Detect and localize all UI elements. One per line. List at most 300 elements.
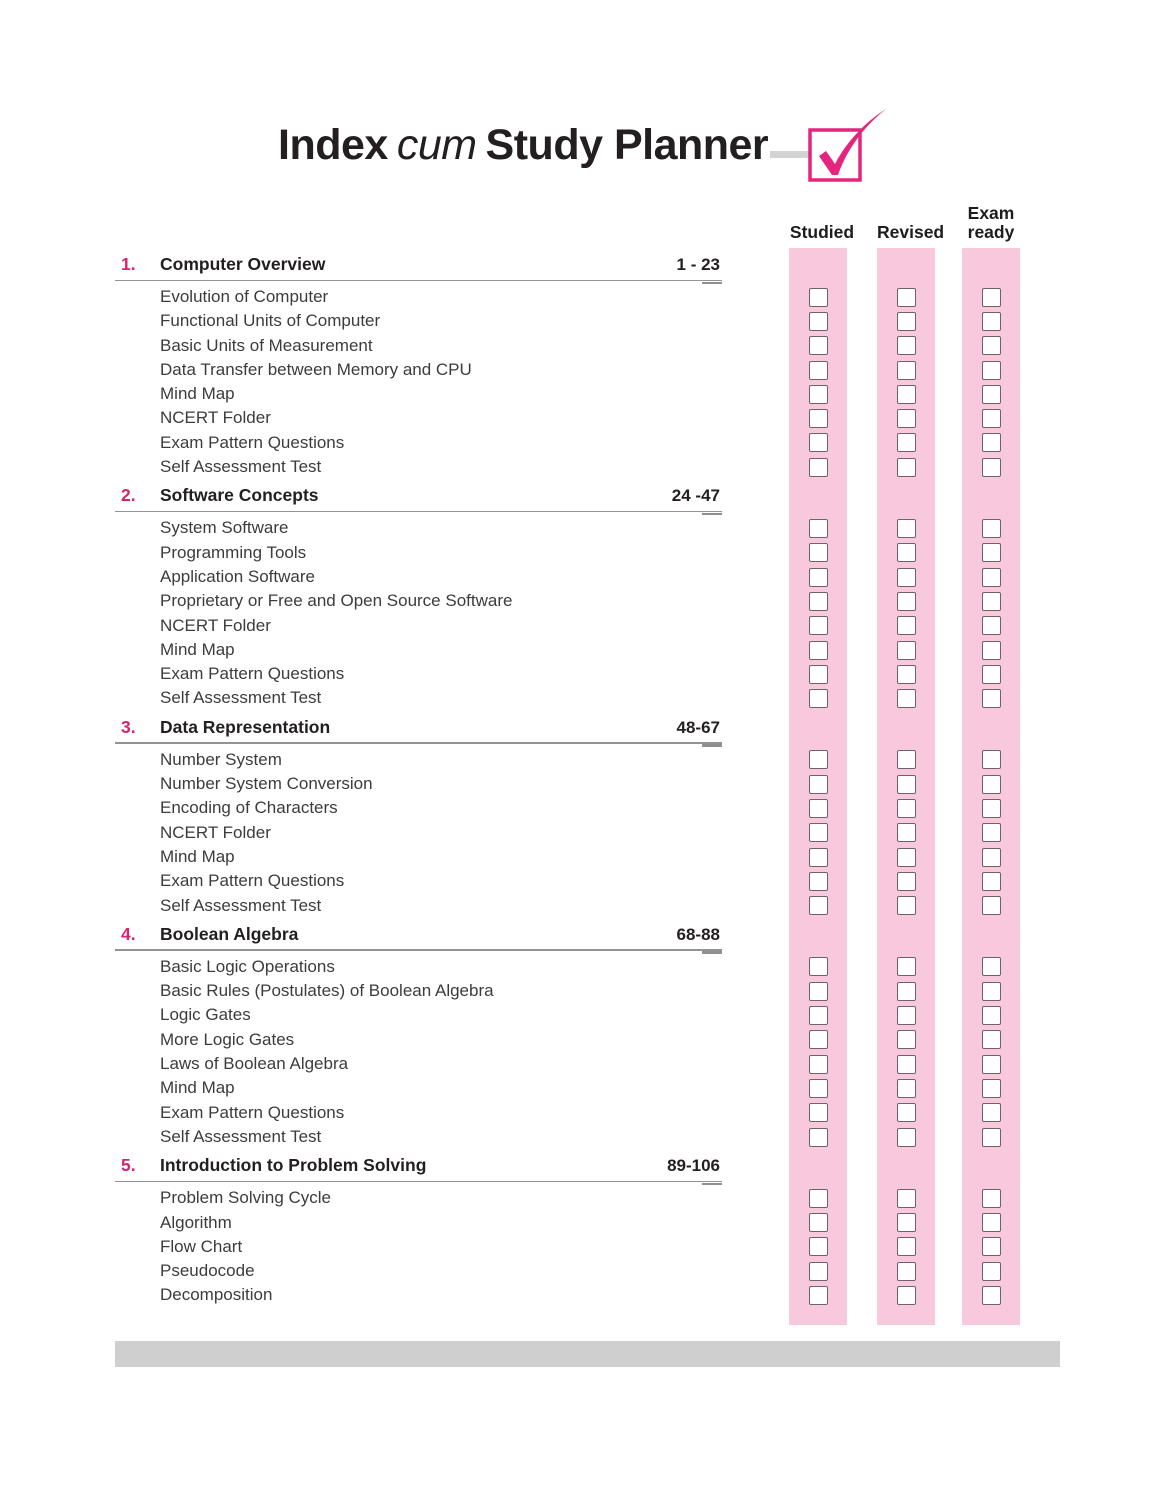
toc-item-label: Algorithm bbox=[160, 1212, 232, 1232]
exam-ready-strip-segment bbox=[962, 541, 1020, 565]
exam-ready-checkbox[interactable] bbox=[982, 665, 1001, 684]
studied-checkbox[interactable] bbox=[809, 519, 828, 538]
section-divider bbox=[115, 949, 722, 951]
studied-strip-segment bbox=[789, 382, 847, 406]
exam-ready-strip-segment bbox=[962, 918, 1020, 955]
revised-checkbox[interactable] bbox=[897, 312, 916, 331]
column-header-studied: Studied bbox=[789, 222, 855, 242]
studied-strip-segment bbox=[789, 516, 847, 540]
exam-ready-checkbox[interactable] bbox=[982, 848, 1001, 867]
revised-strip-segment bbox=[877, 711, 935, 748]
toc-item-label: More Logic Gates bbox=[160, 1029, 295, 1049]
exam-ready-strip-segment bbox=[962, 589, 1020, 613]
revised-checkbox[interactable] bbox=[897, 641, 916, 660]
exam-ready-strip-segment bbox=[962, 1186, 1020, 1210]
studied-checkbox[interactable] bbox=[809, 872, 828, 891]
toc-item-row bbox=[0, 1186, 1174, 1210]
revised-strip-segment bbox=[877, 589, 935, 613]
studied-checkbox[interactable] bbox=[809, 409, 828, 428]
toc-item-row bbox=[0, 1052, 1174, 1076]
revised-strip-segment bbox=[877, 686, 935, 710]
exam-ready-strip-segment bbox=[962, 796, 1020, 820]
exam-ready-strip-segment bbox=[962, 1308, 1020, 1325]
exam-ready-strip-segment bbox=[962, 686, 1020, 710]
section-number: 3. bbox=[121, 716, 136, 737]
revised-checkbox[interactable] bbox=[897, 689, 916, 708]
revised-checkbox[interactable] bbox=[897, 1079, 916, 1098]
studied-strip-segment bbox=[789, 589, 847, 613]
studied-checkbox[interactable] bbox=[809, 1030, 828, 1049]
exam-ready-strip-segment bbox=[962, 285, 1020, 309]
title-part-study-planner: Study Planner bbox=[485, 121, 769, 169]
checkmark-icon bbox=[806, 106, 890, 192]
toc-item-row bbox=[0, 1003, 1174, 1027]
revised-strip-segment bbox=[877, 1149, 935, 1186]
revised-strip-segment bbox=[877, 1259, 935, 1283]
exam-ready-checkbox[interactable] bbox=[982, 641, 1001, 660]
exam-ready-checkbox[interactable] bbox=[982, 1079, 1001, 1098]
toc-section bbox=[0, 1149, 1174, 1307]
revised-strip-segment bbox=[877, 662, 935, 686]
toc-item-label: Self Assessment Test bbox=[160, 1126, 322, 1146]
exam-ready-checkbox[interactable] bbox=[982, 823, 1001, 842]
revised-strip-segment bbox=[877, 455, 935, 479]
revised-strip-segment bbox=[877, 614, 935, 638]
toc-item-row bbox=[0, 516, 1174, 540]
section-divider bbox=[115, 1181, 722, 1183]
exam-ready-checkbox[interactable] bbox=[982, 458, 1001, 477]
toc-item-label: Programming Tools bbox=[160, 542, 307, 562]
toc-item-label: Basic Rules (Postulates) of Boolean Algebra bbox=[160, 981, 494, 1001]
exam-ready-strip-segment bbox=[962, 1125, 1020, 1149]
toc-item-label: Evolution of Computer bbox=[160, 287, 329, 306]
sections-host bbox=[0, 248, 1174, 1308]
section-page-range: 68-88 bbox=[676, 924, 720, 944]
revised-strip-segment bbox=[877, 479, 935, 516]
studied-strip-segment bbox=[789, 309, 847, 333]
toc-item-row bbox=[0, 358, 1174, 382]
toc-item-label: Basic Units of Measurement bbox=[160, 335, 373, 355]
revised-checkbox[interactable] bbox=[897, 823, 916, 842]
studied-checkbox[interactable] bbox=[809, 385, 828, 404]
studied-checkbox[interactable] bbox=[809, 1103, 828, 1122]
exam-ready-checkbox[interactable] bbox=[982, 409, 1001, 428]
section-page-range: 1 - 23 bbox=[676, 255, 720, 274]
revised-checkbox[interactable] bbox=[897, 750, 916, 769]
revised-checkbox[interactable] bbox=[897, 458, 916, 477]
section-header-row bbox=[0, 248, 1174, 285]
studied-checkbox[interactable] bbox=[809, 665, 828, 684]
toc-item-row bbox=[0, 334, 1174, 358]
studied-checkbox[interactable] bbox=[809, 1055, 828, 1074]
exam-ready-strip-segment bbox=[962, 1149, 1020, 1186]
revised-checkbox[interactable] bbox=[897, 1262, 916, 1281]
studied-checkbox[interactable] bbox=[809, 823, 828, 842]
revised-checkbox[interactable] bbox=[897, 1128, 916, 1147]
studied-checkbox[interactable] bbox=[809, 1128, 828, 1147]
revised-checkbox[interactable] bbox=[897, 1189, 916, 1208]
studied-checkbox[interactable] bbox=[809, 543, 828, 562]
exam-ready-checkbox[interactable] bbox=[982, 896, 1001, 915]
section-divider-dash bbox=[702, 513, 722, 516]
section-title: Computer Overview bbox=[160, 254, 326, 274]
studied-checkbox[interactable] bbox=[809, 433, 828, 452]
studied-checkbox[interactable] bbox=[809, 336, 828, 355]
revised-strip-segment bbox=[877, 796, 935, 820]
revised-checkbox[interactable] bbox=[897, 957, 916, 976]
section-page-range: 24 -47 bbox=[671, 486, 720, 506]
studied-strip-segment bbox=[789, 406, 847, 430]
exam-ready-checkbox[interactable] bbox=[982, 568, 1001, 587]
revised-strip-segment bbox=[877, 1235, 935, 1259]
revised-strip-segment bbox=[877, 918, 935, 955]
revised-checkbox[interactable] bbox=[897, 848, 916, 867]
revised-checkbox[interactable] bbox=[897, 1286, 916, 1305]
studied-strip-segment bbox=[789, 541, 847, 565]
toc-section bbox=[0, 918, 1174, 1149]
revised-checkbox[interactable] bbox=[897, 336, 916, 355]
revised-strip-segment bbox=[877, 979, 935, 1003]
exam-ready-checkbox[interactable] bbox=[982, 543, 1001, 562]
studied-checkbox[interactable] bbox=[809, 288, 828, 307]
exam-ready-checkbox[interactable] bbox=[982, 1237, 1001, 1256]
section-header-row bbox=[0, 918, 1174, 955]
toc-item-row bbox=[0, 894, 1174, 918]
studied-strip-segment bbox=[789, 1003, 847, 1027]
studied-checkbox[interactable] bbox=[809, 1262, 828, 1281]
toc-item-label: Mind Map bbox=[160, 639, 235, 659]
studied-checkbox[interactable] bbox=[809, 957, 828, 976]
studied-checkbox[interactable] bbox=[809, 1286, 828, 1305]
toc-item-row bbox=[0, 1101, 1174, 1125]
exam-ready-strip-segment bbox=[962, 1283, 1020, 1307]
revised-strip-segment bbox=[877, 845, 935, 869]
studied-checkbox[interactable] bbox=[809, 1006, 828, 1025]
studied-strip-segment bbox=[789, 334, 847, 358]
exam-ready-strip-segment bbox=[962, 955, 1020, 979]
toc-item-row bbox=[0, 845, 1174, 869]
section-number: 5. bbox=[121, 1155, 136, 1176]
exam-ready-checkbox[interactable] bbox=[982, 592, 1001, 611]
toc-item-label: Mind Map bbox=[160, 384, 235, 404]
revised-strip-segment bbox=[877, 1101, 935, 1125]
revised-strip-segment bbox=[877, 869, 935, 893]
studied-strip-segment bbox=[789, 748, 847, 772]
studied-strip-segment bbox=[789, 979, 847, 1003]
section-divider bbox=[115, 742, 722, 744]
revised-checkbox[interactable] bbox=[897, 665, 916, 684]
column-header-revised: Revised bbox=[877, 222, 945, 242]
studied-strip-segment bbox=[789, 955, 847, 979]
revised-strip-segment bbox=[877, 334, 935, 358]
studied-checkbox[interactable] bbox=[809, 775, 828, 794]
exam-ready-checkbox[interactable] bbox=[982, 288, 1001, 307]
studied-checkbox[interactable] bbox=[809, 982, 828, 1001]
toc-item-row bbox=[0, 1259, 1174, 1283]
studied-checkbox[interactable] bbox=[809, 641, 828, 660]
exam-ready-strip-segment bbox=[962, 1101, 1020, 1125]
section-page-range: 48-67 bbox=[676, 717, 720, 737]
revised-checkbox[interactable] bbox=[897, 896, 916, 915]
toc-item-row bbox=[0, 1211, 1174, 1235]
toc-item-label: Problem Solving Cycle bbox=[160, 1188, 332, 1208]
studied-strip-segment bbox=[789, 1101, 847, 1125]
exam-ready-checkbox[interactable] bbox=[982, 982, 1001, 1001]
revised-checkbox[interactable] bbox=[897, 775, 916, 794]
section-title: Introduction to Problem Solving bbox=[160, 1155, 427, 1176]
revised-strip-segment bbox=[877, 1076, 935, 1100]
studied-checkbox[interactable] bbox=[809, 458, 828, 477]
exam-ready-checkbox[interactable] bbox=[982, 616, 1001, 635]
studied-strip-segment bbox=[789, 358, 847, 382]
exam-ready-checkbox[interactable] bbox=[982, 1006, 1001, 1025]
revised-checkbox[interactable] bbox=[897, 1237, 916, 1256]
exam-ready-checkbox[interactable] bbox=[982, 872, 1001, 891]
exam-ready-checkbox[interactable] bbox=[982, 1030, 1001, 1049]
exam-ready-checkbox[interactable] bbox=[982, 775, 1001, 794]
toc-item-row bbox=[0, 1028, 1174, 1052]
toc-item-row bbox=[0, 565, 1174, 589]
exam-ready-strip-segment bbox=[962, 1052, 1020, 1076]
studied-strip-segment bbox=[789, 869, 847, 893]
studied-checkbox[interactable] bbox=[809, 312, 828, 331]
toc-item-label: Self Assessment Test bbox=[160, 457, 322, 477]
revised-strip-segment bbox=[877, 821, 935, 845]
toc-item-row bbox=[0, 1076, 1174, 1100]
revised-checkbox[interactable] bbox=[897, 872, 916, 891]
revised-checkbox[interactable] bbox=[897, 1103, 916, 1122]
section-title: Boolean Algebra bbox=[160, 923, 299, 944]
revised-strip-segment bbox=[877, 516, 935, 540]
exam-ready-strip-segment bbox=[962, 431, 1020, 455]
revised-checkbox[interactable] bbox=[897, 1030, 916, 1049]
page-title bbox=[278, 122, 768, 169]
toc-item-row bbox=[0, 869, 1174, 893]
title-part-cum: cum bbox=[396, 121, 477, 169]
revised-strip-segment bbox=[877, 382, 935, 406]
revised-strip-segment bbox=[877, 406, 935, 430]
studied-strip-segment bbox=[789, 431, 847, 455]
studied-strip-segment bbox=[789, 455, 847, 479]
column-header-exam-ready: Exam ready bbox=[967, 203, 1015, 242]
exam-ready-checkbox[interactable] bbox=[982, 1213, 1001, 1232]
section-divider bbox=[115, 511, 722, 513]
exam-ready-strip-segment bbox=[962, 638, 1020, 662]
toc-item-row bbox=[0, 955, 1174, 979]
studied-strip-segment bbox=[789, 285, 847, 309]
exam-ready-checkbox[interactable] bbox=[982, 1189, 1001, 1208]
section-divider-dash bbox=[702, 744, 722, 747]
toc-item-label: Functional Units of Computer bbox=[160, 311, 381, 331]
toc-item-row bbox=[0, 1125, 1174, 1149]
section-header-row bbox=[0, 711, 1174, 748]
exam-ready-checkbox[interactable] bbox=[982, 1103, 1001, 1122]
toc-item-label: Decomposition bbox=[160, 1285, 273, 1305]
studied-strip-segment bbox=[789, 1052, 847, 1076]
exam-ready-strip-segment bbox=[962, 382, 1020, 406]
revised-checkbox[interactable] bbox=[897, 543, 916, 562]
revised-checkbox[interactable] bbox=[897, 433, 916, 452]
exam-ready-strip-segment bbox=[962, 479, 1020, 516]
planner bbox=[0, 248, 1174, 1325]
studied-checkbox[interactable] bbox=[809, 1189, 828, 1208]
studied-checkbox[interactable] bbox=[809, 750, 828, 769]
exam-ready-strip-segment bbox=[962, 1235, 1020, 1259]
studied-checkbox[interactable] bbox=[809, 1237, 828, 1256]
revised-checkbox[interactable] bbox=[897, 385, 916, 404]
revised-strip-segment bbox=[877, 638, 935, 662]
toc-item-row bbox=[0, 614, 1174, 638]
toc-item-row bbox=[0, 979, 1174, 1003]
studied-checkbox[interactable] bbox=[809, 361, 828, 380]
exam-ready-checkbox[interactable] bbox=[982, 336, 1001, 355]
toc-item-label: Logic Gates bbox=[160, 1005, 251, 1025]
exam-ready-checkbox[interactable] bbox=[982, 750, 1001, 769]
toc-item-row bbox=[0, 541, 1174, 565]
exam-ready-checkbox[interactable] bbox=[982, 312, 1001, 331]
exam-ready-checkbox[interactable] bbox=[982, 1128, 1001, 1147]
masthead bbox=[0, 0, 1174, 248]
exam-ready-checkbox[interactable] bbox=[982, 1262, 1001, 1281]
revised-checkbox[interactable] bbox=[897, 592, 916, 611]
toc-item-label: Self Assessment Test bbox=[160, 688, 322, 708]
exam-ready-checkbox[interactable] bbox=[982, 1286, 1001, 1305]
revised-checkbox[interactable] bbox=[897, 409, 916, 428]
toc-item-label: Mind Map bbox=[160, 1078, 235, 1098]
section-title: Data Representation bbox=[160, 716, 331, 737]
studied-strip-segment bbox=[789, 711, 847, 748]
toc-item-label: Data Transfer between Memory and CPU bbox=[160, 359, 472, 379]
exam-ready-strip-segment bbox=[962, 894, 1020, 918]
revised-strip-segment bbox=[877, 1003, 935, 1027]
studied-checkbox[interactable] bbox=[809, 568, 828, 587]
studied-strip-segment bbox=[789, 1235, 847, 1259]
studied-checkbox[interactable] bbox=[809, 592, 828, 611]
toc-item-label: Encoding of Characters bbox=[160, 798, 338, 818]
studied-strip-segment bbox=[789, 1211, 847, 1235]
exam-ready-strip-segment bbox=[962, 334, 1020, 358]
toc-item-label: Exam Pattern Questions bbox=[160, 871, 345, 891]
exam-ready-strip-segment bbox=[962, 772, 1020, 796]
revised-strip-segment bbox=[877, 358, 935, 382]
exam-ready-checkbox[interactable] bbox=[982, 957, 1001, 976]
exam-ready-checkbox[interactable] bbox=[982, 361, 1001, 380]
exam-ready-strip-segment bbox=[962, 1028, 1020, 1052]
section-divider-dash bbox=[702, 951, 722, 954]
studied-strip-segment bbox=[789, 772, 847, 796]
section-number: 4. bbox=[121, 923, 136, 944]
toc-item-row bbox=[0, 285, 1174, 309]
toc-item-row bbox=[0, 662, 1174, 686]
toc-item-row bbox=[0, 796, 1174, 820]
studied-strip-segment bbox=[789, 248, 847, 285]
exam-ready-strip-segment bbox=[962, 1211, 1020, 1235]
revised-strip-segment bbox=[877, 1125, 935, 1149]
exam-ready-strip-segment bbox=[962, 1003, 1020, 1027]
exam-ready-strip-segment bbox=[962, 869, 1020, 893]
exam-ready-strip-segment bbox=[962, 1076, 1020, 1100]
exam-ready-strip-segment bbox=[962, 358, 1020, 382]
toc-item-row bbox=[0, 309, 1174, 333]
studied-strip-segment bbox=[789, 565, 847, 589]
studied-strip-segment bbox=[789, 1028, 847, 1052]
toc-item-label: Flow Chart bbox=[160, 1236, 243, 1256]
toc-section bbox=[0, 711, 1174, 918]
exam-ready-strip-segment bbox=[962, 1259, 1020, 1283]
exam-ready-checkbox[interactable] bbox=[982, 385, 1001, 404]
revised-checkbox[interactable] bbox=[897, 1006, 916, 1025]
studied-checkbox[interactable] bbox=[809, 848, 828, 867]
section-title: Software Concepts bbox=[160, 485, 319, 506]
toc-item-row bbox=[0, 455, 1174, 479]
toc-item-label: NCERT Folder bbox=[160, 615, 271, 635]
revised-checkbox[interactable] bbox=[897, 1055, 916, 1074]
exam-ready-checkbox[interactable] bbox=[982, 689, 1001, 708]
revised-checkbox[interactable] bbox=[897, 799, 916, 818]
revised-strip-segment bbox=[877, 772, 935, 796]
toc-item-label: Exam Pattern Questions bbox=[160, 664, 345, 684]
revised-checkbox[interactable] bbox=[897, 288, 916, 307]
toc-item-row bbox=[0, 1235, 1174, 1259]
exam-ready-strip-segment bbox=[962, 309, 1020, 333]
toc-item-label: Exam Pattern Questions bbox=[160, 1102, 345, 1122]
studied-strip-segment bbox=[789, 796, 847, 820]
toc-item-row bbox=[0, 406, 1174, 430]
revised-checkbox[interactable] bbox=[897, 519, 916, 538]
studied-checkbox[interactable] bbox=[809, 689, 828, 708]
exam-ready-checkbox[interactable] bbox=[982, 1055, 1001, 1074]
toc-item-label: Exam Pattern Questions bbox=[160, 432, 345, 452]
studied-checkbox[interactable] bbox=[809, 1079, 828, 1098]
exam-ready-checkbox[interactable] bbox=[982, 433, 1001, 452]
revised-strip-segment bbox=[877, 894, 935, 918]
revised-checkbox[interactable] bbox=[897, 1213, 916, 1232]
revised-checkbox[interactable] bbox=[897, 982, 916, 1001]
studied-strip-segment bbox=[789, 845, 847, 869]
studied-checkbox[interactable] bbox=[809, 616, 828, 635]
revised-strip-segment bbox=[877, 1028, 935, 1052]
toc-item-label: Number System Conversion bbox=[160, 774, 373, 794]
studied-checkbox[interactable] bbox=[809, 799, 828, 818]
revised-strip-segment bbox=[877, 431, 935, 455]
toc-item-row bbox=[0, 1283, 1174, 1307]
revised-checkbox[interactable] bbox=[897, 568, 916, 587]
studied-strip-segment bbox=[789, 686, 847, 710]
exam-ready-checkbox[interactable] bbox=[982, 799, 1001, 818]
revised-strip-segment bbox=[877, 309, 935, 333]
studied-checkbox[interactable] bbox=[809, 896, 828, 915]
section-header-row bbox=[0, 1149, 1174, 1186]
section-number: 2. bbox=[121, 485, 136, 506]
exam-ready-strip-segment bbox=[962, 845, 1020, 869]
studied-strip-segment bbox=[789, 918, 847, 955]
studied-checkbox[interactable] bbox=[809, 1213, 828, 1232]
exam-ready-checkbox[interactable] bbox=[982, 519, 1001, 538]
revised-checkbox[interactable] bbox=[897, 616, 916, 635]
toc-item-label: Pseudocode bbox=[160, 1261, 255, 1281]
revised-strip-segment bbox=[877, 1308, 935, 1325]
section-page-range: 89-106 bbox=[667, 1156, 720, 1176]
toc-item-label: System Software bbox=[160, 518, 289, 538]
exam-ready-strip-segment bbox=[962, 711, 1020, 748]
toc-item-row bbox=[0, 638, 1174, 662]
revised-checkbox[interactable] bbox=[897, 361, 916, 380]
exam-ready-strip-segment bbox=[962, 662, 1020, 686]
studied-strip-segment bbox=[789, 1125, 847, 1149]
exam-ready-strip-segment bbox=[962, 455, 1020, 479]
studied-strip-segment bbox=[789, 1076, 847, 1100]
studied-strip-segment bbox=[789, 662, 847, 686]
